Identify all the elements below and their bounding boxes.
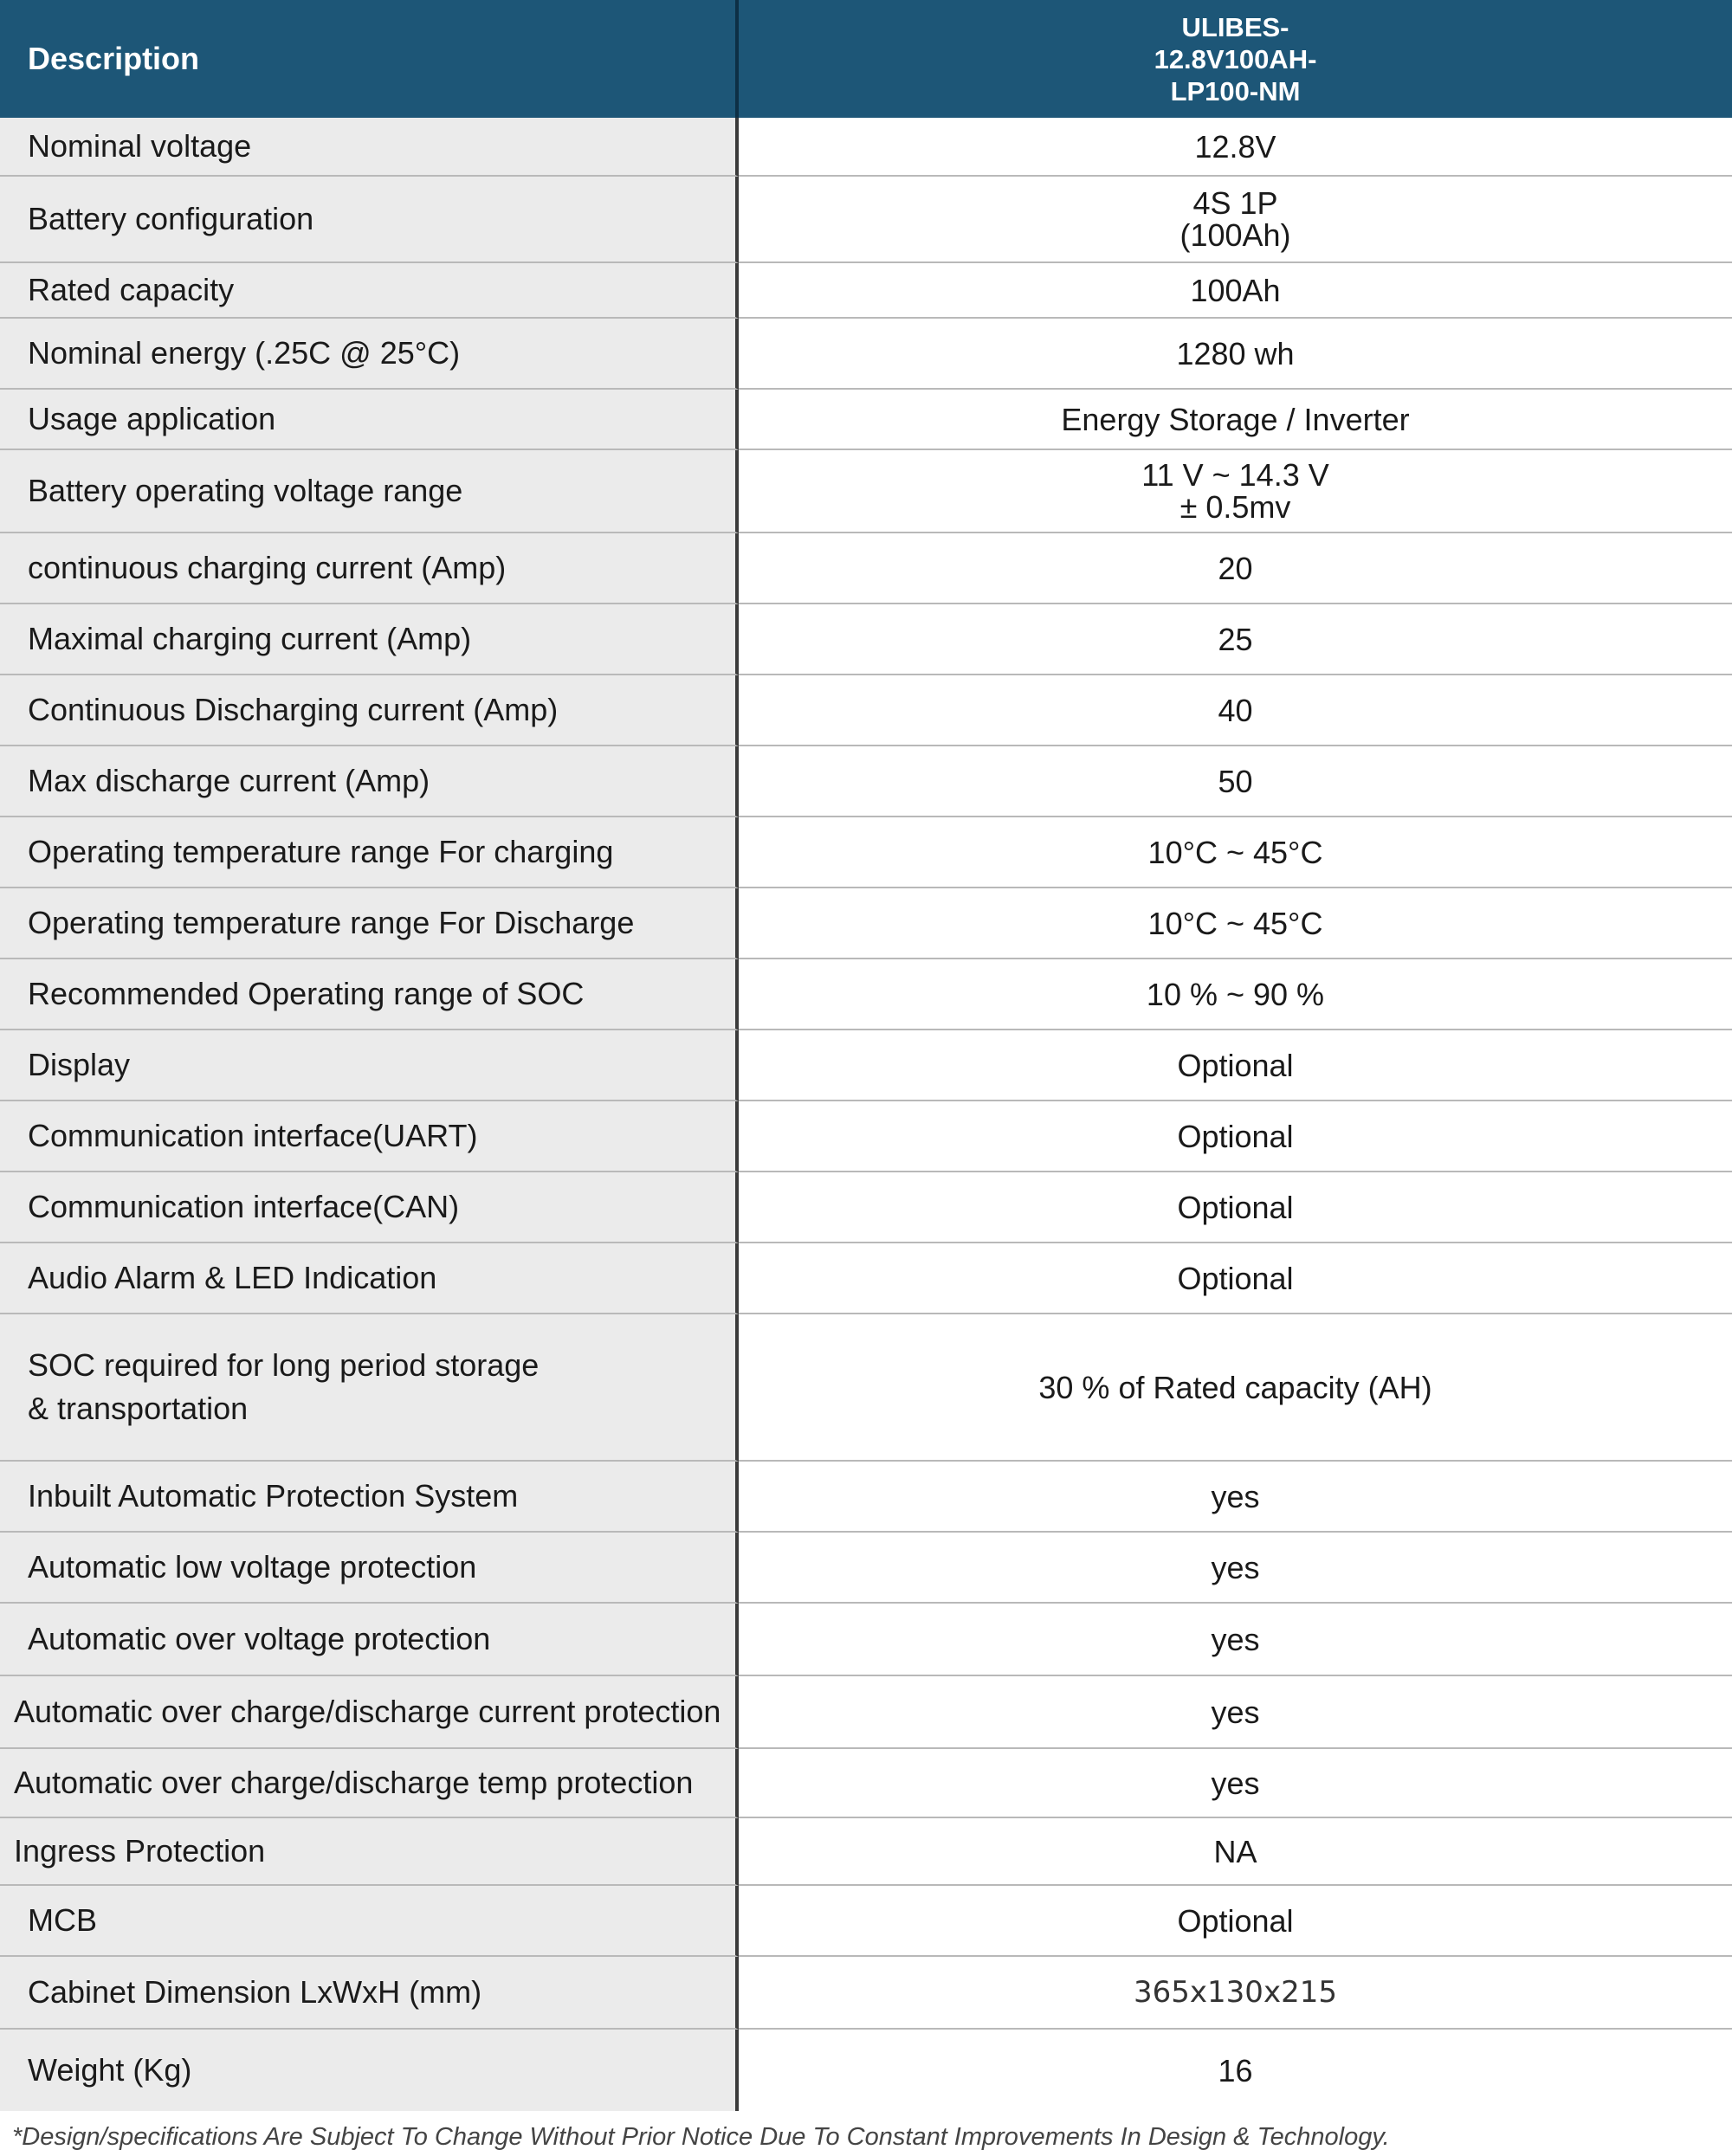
spec-label: Operating temperature range For charging — [0, 817, 739, 888]
spec-value: 30 % of Rated capacity (AH) — [739, 1314, 1732, 1462]
spec-label: Automatic over charge/discharge current protection — [0, 1676, 739, 1749]
spec-value: NA — [739, 1818, 1732, 1886]
spec-value: 100Ah — [739, 263, 1732, 319]
spec-label: SOC required for long period storage & transportation — [0, 1314, 739, 1462]
spec-label: Automatic over charge/discharge temp protection — [0, 1749, 739, 1818]
spec-label: Communication interface(UART) — [0, 1101, 739, 1172]
spec-label: Recommended Operating range of SOC — [0, 959, 739, 1030]
spec-value: 40 — [739, 675, 1732, 746]
spec-label: Audio Alarm & LED Indication — [0, 1243, 739, 1314]
spec-value: 10 % ~ 90 % — [739, 959, 1732, 1030]
spec-value: 10°C ~ 45°C — [739, 888, 1732, 959]
spec-value: 4S 1P (100Ah) — [739, 177, 1732, 263]
spec-label: Communication interface(CAN) — [0, 1172, 739, 1243]
spec-label: Nominal voltage — [0, 118, 739, 177]
spec-value: 365x130x215 — [739, 1957, 1732, 2030]
model-header: ULIBES- 12.8V100AH- LP100-NM — [739, 0, 1732, 118]
spec-value: 11 V ~ 14.3 V ± 0.5mv — [739, 450, 1732, 533]
spec-value: Optional — [739, 1886, 1732, 1957]
spec-value: yes — [739, 1533, 1732, 1604]
spec-label: Battery configuration — [0, 177, 739, 263]
spec-value: Optional — [739, 1172, 1732, 1243]
spec-value: Optional — [739, 1243, 1732, 1314]
spec-label: Battery operating voltage range — [0, 450, 739, 533]
spec-label: Automatic over voltage protection — [0, 1604, 739, 1676]
description-header: Description — [0, 0, 739, 118]
spec-label: Max discharge current (Amp) — [0, 746, 739, 817]
spec-value: yes — [739, 1604, 1732, 1676]
disclaimer-footnote: *Design/specifications Are Subject To Change Without Prior Notice Due To Constant Improvements In Design & Technology. — [12, 2123, 1390, 2151]
spec-value: 10°C ~ 45°C — [739, 817, 1732, 888]
spec-label: Automatic low voltage protection — [0, 1533, 739, 1604]
spec-label: Display — [0, 1030, 739, 1101]
spec-value: 12.8V — [739, 118, 1732, 177]
spec-label: Nominal energy (.25C @ 25°C) — [0, 319, 739, 390]
spec-label: Continuous Discharging current (Amp) — [0, 675, 739, 746]
spec-label: Ingress Protection — [0, 1818, 739, 1886]
spec-value: 1280 wh — [739, 319, 1732, 390]
spec-value: 50 — [739, 746, 1732, 817]
spec-value: yes — [739, 1749, 1732, 1818]
spec-value: 25 — [739, 604, 1732, 675]
spec-label: Weight (Kg) — [0, 2030, 739, 2111]
spec-label: Rated capacity — [0, 263, 739, 319]
spec-label: MCB — [0, 1886, 739, 1957]
spec-label: Cabinet Dimension LxWxH (mm) — [0, 1957, 739, 2030]
spec-value: yes — [739, 1676, 1732, 1749]
spec-value: 16 — [739, 2030, 1732, 2111]
spec-label: Operating temperature range For Discharge — [0, 888, 739, 959]
spec-label: Inbuilt Automatic Protection System — [0, 1462, 739, 1533]
spec-value: Energy Storage / Inverter — [739, 390, 1732, 450]
spec-value: Optional — [739, 1030, 1732, 1101]
spec-value: 20 — [739, 533, 1732, 604]
spec-label: Maximal charging current (Amp) — [0, 604, 739, 675]
spec-value: yes — [739, 1462, 1732, 1533]
spec-label: continuous charging current (Amp) — [0, 533, 739, 604]
spec-label: Usage application — [0, 390, 739, 450]
spec-value: Optional — [739, 1101, 1732, 1172]
